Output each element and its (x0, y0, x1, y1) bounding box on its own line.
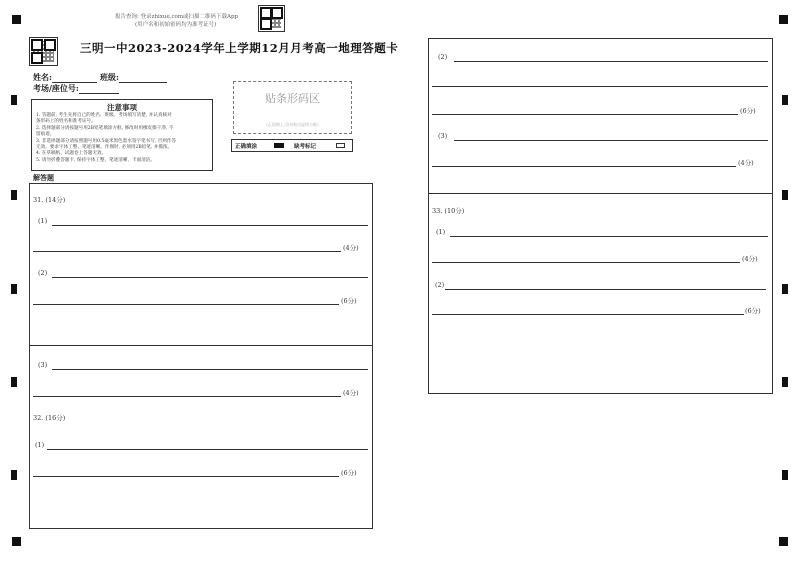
timing-mark (11, 470, 17, 480)
timing-mark (782, 284, 788, 294)
answer-line[interactable] (432, 314, 744, 315)
notice-item: 条形码上的姓名和准考证号。 (36, 119, 96, 125)
answer-line[interactable] (454, 61, 768, 62)
notice-item: 2. 选择题部分请按题号用2B铅笔填涂方框, 修改时用橡皮擦干净, 不 (36, 125, 174, 131)
q33-part2-label: (2) (435, 281, 445, 289)
answer-line[interactable] (52, 277, 368, 278)
panel-divider (29, 345, 373, 346)
timing-mark (11, 190, 17, 200)
notice-item: 3. 非选择题部分请按照题号用0.5毫米黑色墨水签字笔书写, 否则作答 (36, 138, 177, 144)
timing-mark (11, 377, 17, 387)
q33-part2-points: (6分) (745, 307, 761, 315)
login-hint-note: (用户名和初始密码均为准考证号) (135, 22, 217, 28)
q33-part1-label: (1) (436, 228, 446, 236)
q31-part1-points: (4分) (343, 244, 359, 252)
q31-part2-points: (6分) (341, 297, 357, 305)
q31-part3-label: (3) (38, 361, 48, 369)
panel-divider (428, 193, 773, 194)
notice-item: 无效。要求字体工整、笔迹清晰。作图时, 必须用2B铅笔, 并描浓。 (36, 145, 173, 151)
notice-title: 注意事项 (107, 103, 137, 112)
q32-part3-points: (4分) (738, 159, 754, 167)
q32-part1-label: (1) (35, 441, 45, 449)
name-label: 姓名: (33, 72, 52, 82)
qr-code-icon (29, 37, 58, 66)
correct-fill-sample (274, 143, 284, 148)
answer-line[interactable] (33, 304, 339, 305)
q32-part2-points: (6分) (740, 107, 756, 115)
fill-legend (231, 139, 353, 152)
registration-mark (12, 15, 21, 24)
answer-line[interactable] (450, 236, 768, 237)
question-32-label: 32. (16分) (33, 414, 66, 422)
question-33-label: 33. (10分) (432, 207, 465, 215)
timing-mark (782, 470, 788, 480)
q32-part2-label: (2) (438, 53, 448, 61)
answer-line[interactable] (432, 114, 738, 115)
answer-line[interactable] (445, 289, 766, 290)
q32-part3-label: (3) (438, 132, 448, 140)
answer-line[interactable] (47, 449, 368, 450)
timing-mark (11, 95, 17, 105)
q31-part1-label: (1) (38, 217, 48, 225)
answer-line[interactable] (432, 86, 768, 87)
registration-mark (12, 537, 21, 546)
notice-item: 4. 在草稿纸、试题卷上答题无效。 (36, 151, 107, 157)
timing-mark (782, 95, 788, 105)
page-title: 三明一中2023-2024学年上学期12月月考高一地理答题卡 (80, 41, 399, 55)
room-seat-field[interactable] (33, 83, 119, 94)
barcode-label: 贴条形码区 (265, 92, 320, 105)
class-field[interactable] (100, 72, 167, 83)
report-query-note: 报告查询: 登录zhixue.com或扫描二维码下载App (115, 14, 239, 20)
answer-line[interactable] (33, 251, 341, 252)
answer-line[interactable] (33, 396, 341, 397)
answer-panel-left (29, 183, 373, 529)
answer-line[interactable] (33, 476, 339, 477)
absent-mark-label: 缺考标记 (294, 144, 317, 150)
q33-part1-points: (4分) (742, 255, 758, 263)
q31-part3-points: (4分) (343, 389, 359, 397)
notice-box (31, 99, 213, 171)
section-label: 解答题 (33, 173, 54, 182)
timing-mark (782, 377, 788, 387)
notice-list (36, 113, 208, 164)
notice-item: 5. 请勿折叠答题卡, 保持字体工整、笔迹清晰、卡面清洁。 (36, 157, 156, 163)
registration-mark (779, 15, 788, 24)
answer-line[interactable] (454, 140, 768, 141)
answer-line[interactable] (432, 262, 740, 263)
question-31-label: 31. (14分) (33, 196, 66, 204)
barcode-area (233, 81, 352, 134)
q32-part1-points: (6分) (341, 469, 357, 477)
answer-line[interactable] (52, 369, 368, 370)
correct-fill-label: 正确填涂 (235, 144, 258, 150)
timing-mark (11, 284, 17, 294)
name-field[interactable] (33, 72, 97, 83)
answer-line[interactable] (52, 225, 368, 226)
qr-code-icon (258, 5, 285, 32)
notice-item: 留痕迹。 (36, 132, 55, 138)
answer-panel-right (428, 38, 773, 394)
room-seat-label: 考场/座位号: (33, 83, 79, 93)
q31-part2-label: (2) (38, 269, 48, 277)
notice-item: 1. 答题前, 考生先将自己的姓名、班级、考场填写清楚, 并认真核对 (36, 113, 172, 118)
absent-mark-checkbox[interactable] (336, 143, 345, 148)
class-label: 班级: (100, 72, 119, 82)
barcode-hint: (正面朝上,切勿贴出虚线方框) (266, 122, 319, 127)
timing-mark (782, 190, 788, 200)
registration-mark (779, 537, 788, 546)
answer-line[interactable] (432, 166, 736, 167)
